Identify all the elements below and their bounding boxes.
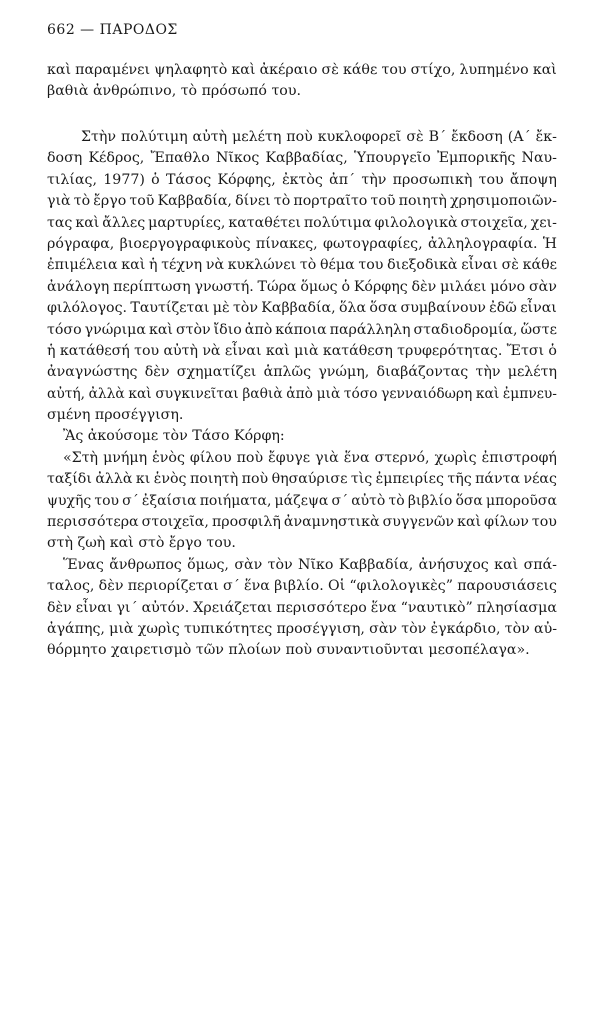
text-line: καὶ παραμένει ψηλαφητὸ καὶ ἀκέραιο σὲ κάθε του στίχο, λυπημένο καὶ xyxy=(47,62,557,78)
quotation xyxy=(47,448,557,555)
text-line: ψυχῆς του σ΄ ἐξαίσια ποιήματα, μάζεψα σ΄ αὐτὸ τὸ βιβλίο ὅσα μποροῦσα xyxy=(47,492,557,509)
main-text xyxy=(47,127,557,662)
text-line: στὴ ζωὴ καὶ στὸ ἔργο του. xyxy=(47,535,236,552)
quotation xyxy=(47,555,557,662)
text-line: Ἂς ἀκούσομε τὸν Τάσο Κόρφη: xyxy=(63,428,285,445)
text-line: ταξίδι ἀλλὰ κι ἑνὸς ποιητὴ ποὺ θησαύρισε τὶς ἐμπειρίες τῆς πάντα νέας xyxy=(47,471,557,488)
text-line: «Στὴ μνήμη ἑνὸς φίλου ποὺ ἔφυγε γιὰ ἕνα στερνό, χωρὶς ἐπιστροφή xyxy=(63,449,557,466)
text-line: τιλίας, 1977) ὁ Τάσος Κόρφης, ἐκτὸς ἀπ΄ τὴν προσωπικὴ του ἄποψη xyxy=(47,171,557,188)
text-line: γιὰ τὸ ἔργο τοῦ Καββαδία, δίνει τὸ πορτραῖτο τοῦ ποιητὴ χρησιμοποιῶν- xyxy=(47,193,557,210)
text-line: θόρμητο χαιρετισμὸ τῶν πλοίων ποὺ συναντιοῦνται μεσοπέλαγα». xyxy=(47,642,530,659)
text-line: Ἕνας ἄνθρωπος ὅμως, σὰν τὸν Νῖκο Καββαδία, ἀνήσυχος καὶ σπά- xyxy=(63,556,557,573)
text-line: Στὴν πολύτιμη αὐτὴ μελέτη ποὺ κυκλοφορεῖ σὲ Β΄ ἔκδοση (Α΄ ἔκ- xyxy=(81,129,557,145)
text-line: ρόγραφα, βιοεργογραφικοὺς πίνακες, φωτογραφίες, ἀλληλογραφία. Ἡ xyxy=(47,235,557,252)
text-line: σμένη προσέγγιση. xyxy=(47,407,184,424)
text-line: δοση Κέδρος, Ἔπαθλο Νῖκος Καββαδίας, Ὑπουργεῖο Ἐμπορικῆς Ναυ- xyxy=(47,150,557,167)
text-line: τόσο γνώριμα καὶ στὸν ἴδιο ἀπὸ κάποια παράλληλη σταδιοδρομία, ὥστε xyxy=(47,321,557,338)
paragraph xyxy=(47,426,557,447)
text-line: ἀνάλογη περίπτωση γνωστή. Τώρα ὅμως ὁ Κόρφης δὲν μιλάει μόνο σὰν xyxy=(47,278,557,295)
paragraph xyxy=(47,127,557,426)
text-line: ἐπιμέλεια καὶ ἡ τέχνη νὰ κυκλώνει τὸ θέμα του διεξοδικὰ εἶναι σὲ κάθε xyxy=(47,257,557,274)
text-line: τας καὶ ἄλλες μαρτυρίες, καταθέτει πολύτιμα φιλολογικὰ στοιχεῖα, χει- xyxy=(47,214,557,231)
running-head: 662 — ΠΑΡΟΔΟΣ xyxy=(47,22,178,38)
text-line: βαθιὰ ἀνθρώπινο, τὸ πρόσωπό του. xyxy=(47,83,301,100)
text-line: ἀναγνώστης δὲν σχηματίζει ἁπλῶς γνώμη, διαβάζοντας τὴν μελέτη xyxy=(47,364,557,381)
paragraph-continuation xyxy=(47,60,557,103)
text-line: ἀγάπης, μιὰ χωρὶς τυπικότητες προσέγγιση, σὰν τὸν ἐγκάρδιο, τὸν αὐ- xyxy=(47,620,557,637)
text-line: αὐτή, ἀλλὰ καὶ συγκινεῖται βαθιὰ ἀπὸ μιὰ τόσο γενναιόδωρη καὶ ἐμπνευ- xyxy=(47,385,557,402)
text-line: ταλος, δὲν περιορίζεται σ΄ ἕνα βιβλίο. Οἱ “φιλολογικὲς” παρουσιάσεις xyxy=(47,578,557,595)
text-line: δὲν εἶναι γι΄ αὐτόν. Χρειάζεται περισσότερο ἕνα “ναυτικὸ” πλησίασμα xyxy=(47,599,557,616)
text-line: φιλόλογος. Ταυτίζεται μὲ τὸν Καββαδία, ὅλα ὅσα συμβαίνουν ἐδῶ εἶναι xyxy=(47,300,557,317)
text-line: περισσότερα στοιχεῖα, προσφιλῆ ἀναμνηστικὰ συγγενῶν καὶ φίλων του xyxy=(47,514,557,531)
text-line: ἡ κατάθεσή του αὐτὴ νὰ εἶναι καὶ μιὰ κατάθεση τρυφερότητας. Ἔτσι ὁ xyxy=(47,342,557,359)
